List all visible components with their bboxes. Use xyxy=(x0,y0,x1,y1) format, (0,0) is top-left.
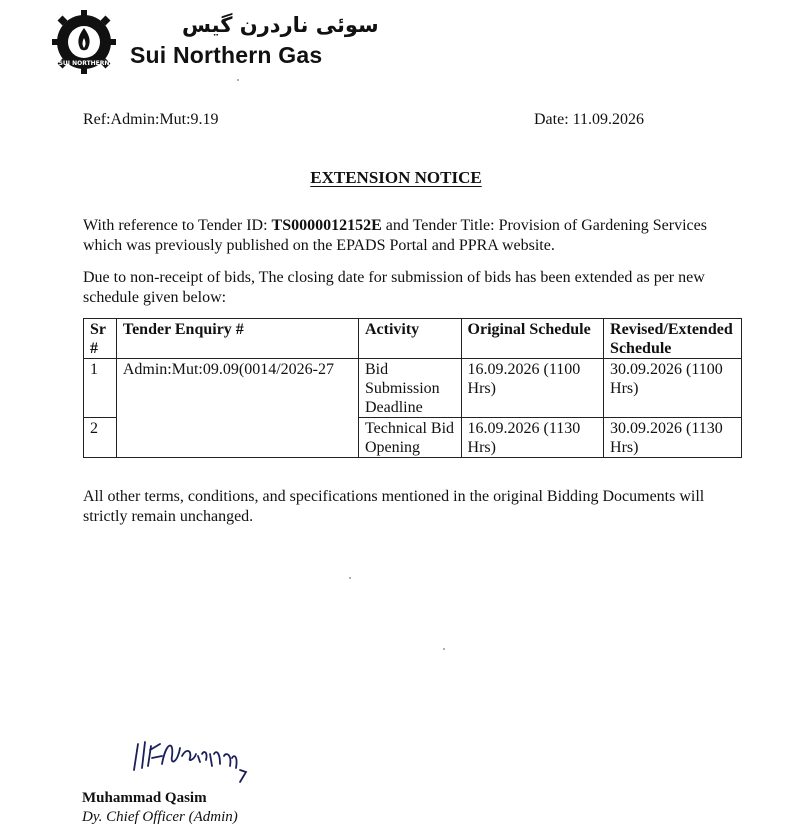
cell-activity: Bid Submission Deadline xyxy=(358,359,461,418)
reference-paragraph xyxy=(83,216,723,256)
table-header-row xyxy=(84,319,742,359)
scan-speck xyxy=(349,577,351,579)
paragraph-text-before: With reference to Tender ID: xyxy=(83,217,272,234)
terms-paragraph: All other terms, conditions, and specifications mentioned in the original Bidding Documents will strictly remain unchanged. xyxy=(83,488,705,525)
signatory-name: Muhammad Qasim xyxy=(82,790,207,806)
tender-id: TS0000012152E xyxy=(271,217,382,234)
cell-activity: Technical Bid Opening xyxy=(358,418,461,458)
cell-sr: 1 xyxy=(84,359,117,418)
paragraph-text-after: and Tender Title: Provision of Gardening Services which was previously published on the EPADS Portal and PPRA website. xyxy=(83,217,707,254)
signatory-designation: Dy. Chief Officer (Admin) xyxy=(82,809,238,825)
notice-heading: EXTENSION NOTICE xyxy=(310,168,482,187)
gas-flame-gear-icon xyxy=(50,8,122,74)
header-revised-schedule: Revised/Extended Schedule xyxy=(604,319,742,359)
company-logo xyxy=(50,8,379,74)
cell-original: 16.09.2026 (1130 Hrs) xyxy=(461,418,604,458)
logo-ring-text: SUI NORTHERN xyxy=(58,60,110,67)
handwritten-signature xyxy=(128,726,258,796)
scan-speck xyxy=(443,648,445,650)
cell-original: 16.09.2026 (1100 Hrs) xyxy=(461,359,604,418)
logo-english-name: Sui Northern Gas xyxy=(130,42,323,68)
header-sr: Sr # xyxy=(84,319,117,359)
extension-paragraph: Due to non-receipt of bids, The closing date for submission of bids has been extended as per new schedule given below: xyxy=(83,269,705,306)
logo-urdu-name: سوئی ناردرن گیس xyxy=(182,13,379,37)
notice-date: Date: 11.09.2026 xyxy=(534,111,645,128)
cell-revised: 30.09.2026 (1100 Hrs) xyxy=(604,359,742,418)
schedule-table xyxy=(83,318,742,458)
cell-revised: 30.09.2026 (1130 Hrs) xyxy=(604,418,742,458)
reference-number: Ref:Admin:Mut:9.19 xyxy=(83,111,219,128)
scan-speck xyxy=(237,79,239,81)
cell-tender-enquiry: Admin:Mut:09.09(0014/2026-27 xyxy=(116,359,358,458)
cell-sr: 2 xyxy=(84,418,117,458)
header-activity: Activity xyxy=(358,319,461,359)
header-original-schedule: Original Schedule xyxy=(461,319,604,359)
table-row xyxy=(84,359,742,418)
header-tender-enquiry: Tender Enquiry # xyxy=(116,319,358,359)
